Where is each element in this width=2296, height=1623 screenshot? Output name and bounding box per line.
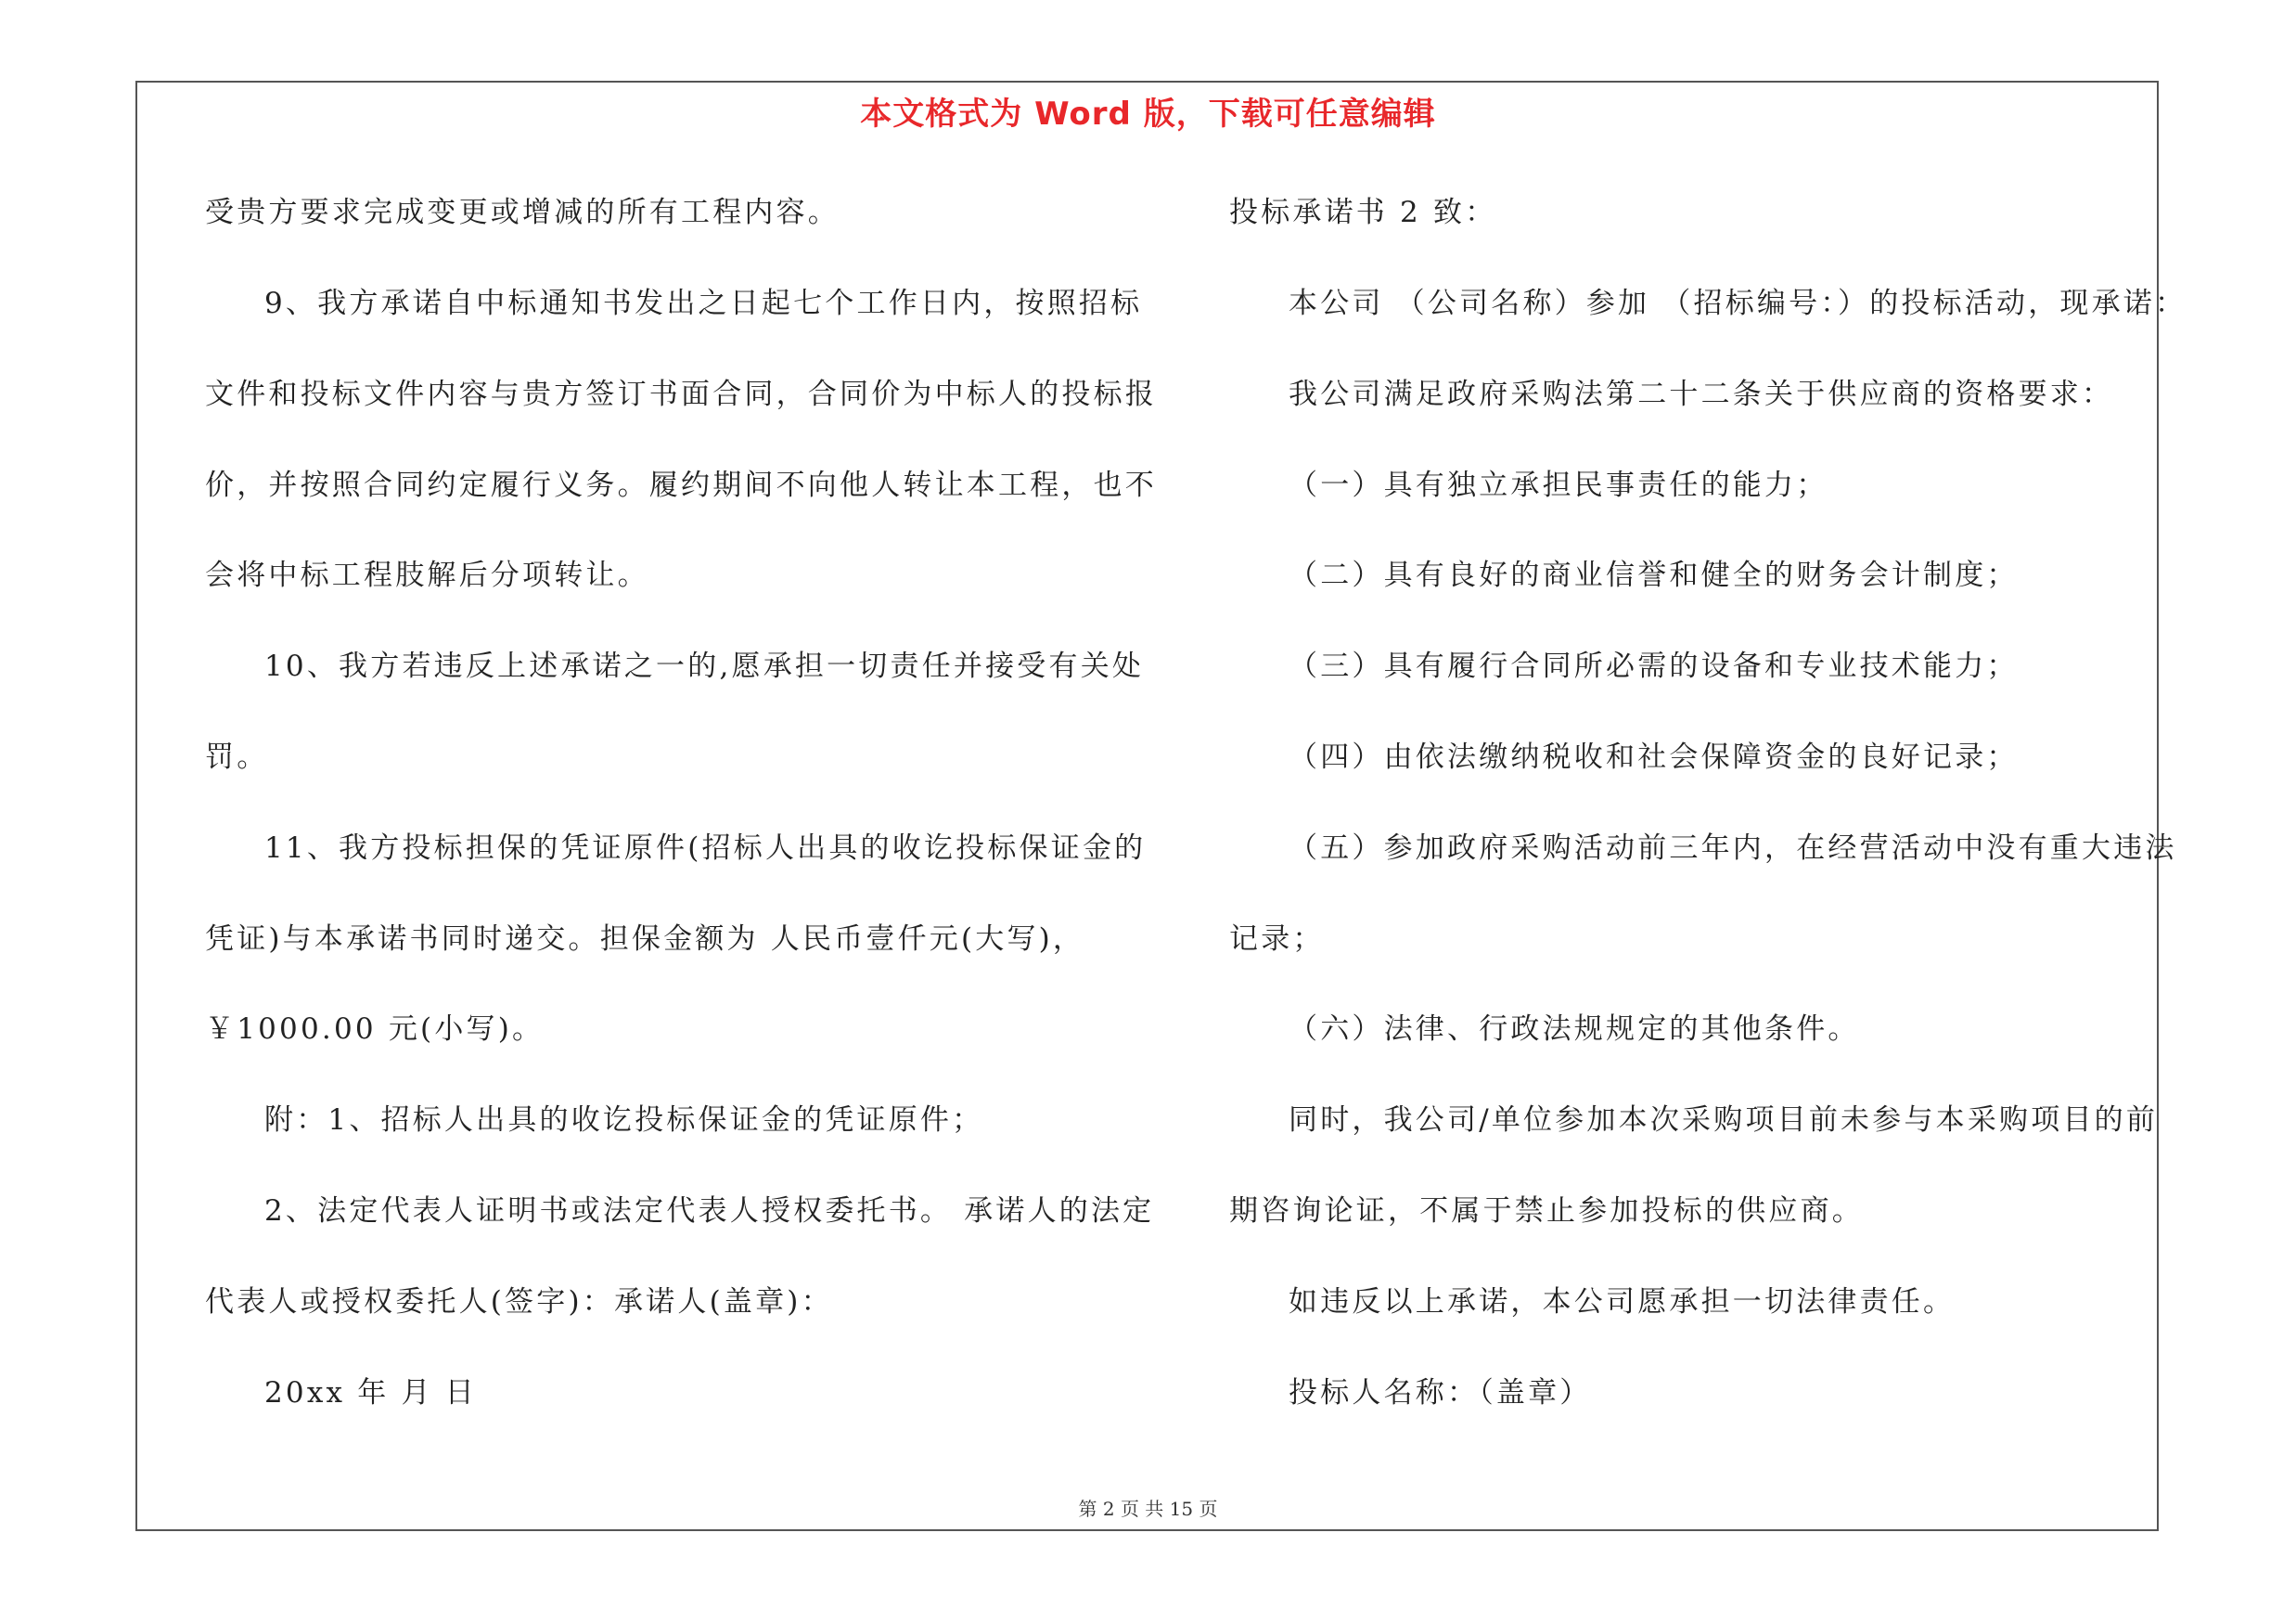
left-line-11: 附：1、招标人出具的收讫投标保证金的凭证原件；	[264, 1103, 984, 1137]
left-line-13: 代表人或授权委托人(签字)：承诺人(盖章)：	[205, 1285, 833, 1319]
right-line-12: 期咨询论证，不属于禁止参加投标的供应商。	[1229, 1194, 1864, 1228]
right-line-6: （三）具有履行合同所必需的设备和专业技术能力；	[1289, 650, 2019, 683]
page-number-footer: 第 2 页 共 15 页	[1078, 1498, 1218, 1520]
right-line-4: （一）具有独立承担民事责任的能力；	[1289, 469, 1828, 502]
left-line-4: 价，并按照合同约定履行义务。履约期间不向他人转让本工程，也不	[205, 469, 1157, 502]
right-line-10: （六）法律、行政法规规定的其他条件。	[1289, 1012, 1860, 1046]
left-line-7: 罚。	[205, 741, 269, 774]
right-line-2: 本公司 （公司名称）参加 （招标编号：）的投标活动，现承诺：	[1289, 287, 2187, 320]
left-line-2: 9、我方承诺自中标通知书发出之日起七个工作日内，按照招标	[264, 287, 1143, 320]
left-line-1: 受贵方要求完成变更或增减的所有工程内容。	[205, 196, 840, 229]
format-banner: 本文格式为 Word 版，下载可任意编辑	[860, 96, 1436, 133]
left-line-8: 11、我方投标担保的凭证原件(招标人出具的收讫投标保证金的	[264, 831, 1147, 865]
left-line-14: 20xx 年 月 日	[264, 1376, 477, 1410]
left-line-5: 会将中标工程肢解后分项转让。	[205, 559, 649, 592]
right-line-14: 投标人名称：（盖章）	[1289, 1376, 1592, 1410]
right-line-8: （五）参加政府采购活动前三年内，在经营活动中没有重大违法	[1289, 831, 2177, 865]
right-line-1: 投标承诺书 2 致：	[1229, 196, 1497, 229]
left-line-10: ￥1000.00 元(小写)。	[205, 1012, 545, 1046]
right-line-5: （二）具有良好的商业信誉和健全的财务会计制度；	[1289, 559, 2019, 592]
left-line-9: 凭证)与本承诺书同时递交。担保金额为 人民币壹仟元(大写)，	[205, 922, 1085, 956]
right-line-13: 如违反以上承诺，本公司愿承担一切法律责任。	[1289, 1285, 1956, 1319]
left-line-12: 2、法定代表人证明书或法定代表人授权委托书。 承诺人的法定	[264, 1194, 1155, 1228]
left-line-3: 文件和投标文件内容与贵方签订书面合同，合同价为中标人的投标报	[205, 378, 1157, 411]
right-line-11: 同时，我公司/单位参加本次采购项目前未参与本采购项目的前	[1289, 1103, 2159, 1137]
right-line-3: 我公司满足政府采购法第二十二条关于供应商的资格要求：	[1289, 378, 2114, 411]
right-line-7: （四）由依法缴纳税收和社会保障资金的良好记录；	[1289, 741, 2019, 774]
right-line-9: 记录；	[1229, 922, 1325, 956]
left-line-6: 10、我方若违反上述承诺之一的,愿承担一切责任并接受有关处	[264, 650, 1145, 683]
